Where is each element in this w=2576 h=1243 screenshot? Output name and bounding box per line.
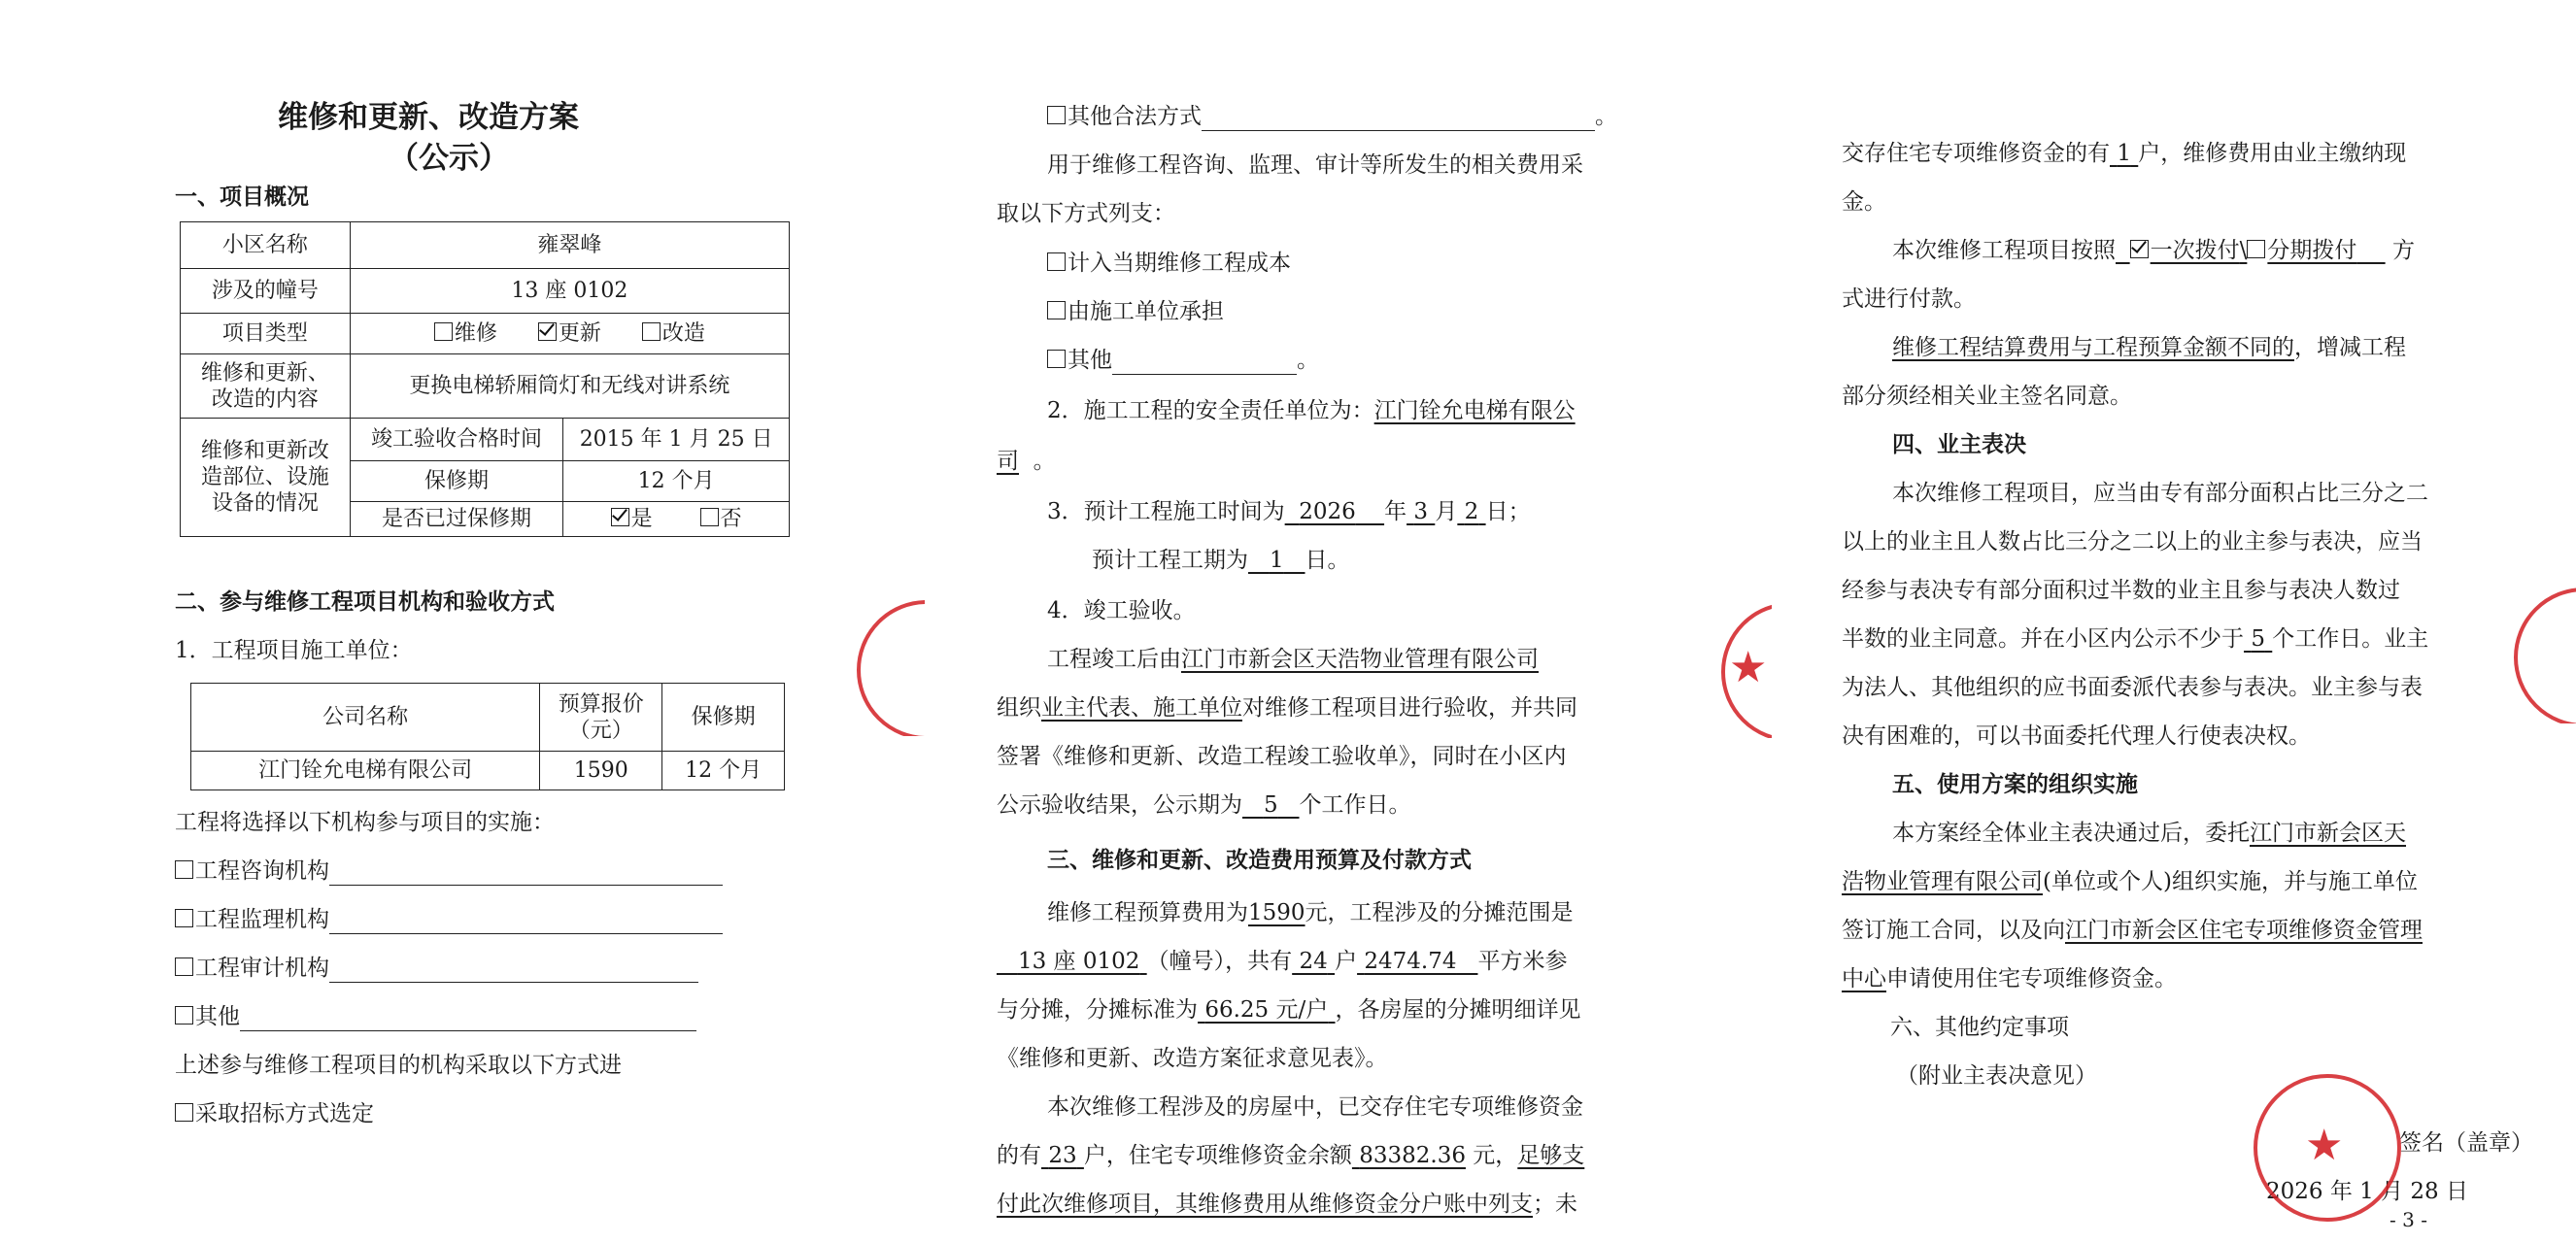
- checkbox-installment: [2247, 240, 2265, 258]
- p2-fee-option-3: 其他 。: [1047, 346, 1319, 375]
- p3-fund-text-2: 金。: [1842, 189, 1886, 215]
- cell-building-label: 涉及的幢号: [181, 269, 351, 314]
- section-1-heading: 一、项目概况: [175, 185, 309, 210]
- p3-vote-text-4: 半数的业主同意。并在小区内公示不少于 5 个工作日。业主: [1842, 626, 2429, 652]
- construction-unit-item: 1．工程项目施工单位：: [175, 638, 413, 663]
- p3-payment-text-2: 式进行付款。: [1842, 286, 1976, 312]
- page-number: - 3 -: [2390, 1208, 2427, 1231]
- p3-attachment-note: （附业主表决意见）: [1896, 1063, 2097, 1089]
- signature-label: 签名（盖章）: [2399, 1130, 2533, 1156]
- agencies-intro: 工程将选择以下机构参与项目的实施：: [175, 810, 555, 835]
- agency-supervision: 工程监理机构: [175, 905, 723, 934]
- p2-safety-unit: 2．施工工程的安全责任单位为：江门铨允电梯有限公: [1047, 398, 1576, 423]
- p2-fund-text-2: 的有 23 户，住宅专项维修资金余额 83382.36 元，足够支: [997, 1143, 1585, 1168]
- p2-acceptance-text-2: 组织业主代表、施工单位对维修工程项目进行验收，并共同: [997, 695, 1577, 721]
- p2-budget-text-3: 与分摊，分摊标准为 66.25 元/户 ，各房屋的分摊明细详见: [997, 997, 1581, 1023]
- cell-warranty: 12 个月: [662, 752, 785, 790]
- method-tender: 采取招标方式选定: [175, 1099, 374, 1128]
- cell-project-type-options: [350, 314, 789, 354]
- cell-warranty-expired-options: [563, 502, 790, 537]
- checkbox-audit: [175, 957, 193, 976]
- header-company-name: 公司名称: [191, 684, 540, 752]
- p3-vote-text-3: 经参与表决专有部分面积过半数的业主且参与表决人数过: [1842, 578, 2400, 603]
- p2-acceptance-text-4: 公示验收结果，公示期为 5 个工作日。: [997, 792, 1411, 818]
- p2-acceptance-item: 4．竣工验收。: [1047, 598, 1196, 623]
- agency-consulting: 工程咨询机构: [175, 857, 723, 886]
- project-overview-table: [180, 221, 790, 537]
- checkbox-cost-included: [1047, 252, 1066, 271]
- agency-other: 其他: [175, 1002, 696, 1031]
- p3-vote-text-2: 以上的业主且人数占比三分之二以上的业主参与表决，应当: [1842, 529, 2423, 554]
- checkbox-contractor-bears: [1047, 301, 1066, 319]
- p2-fee-option-1: 计入当期维修工程成本: [1047, 249, 1291, 278]
- p2-fee-text-2: 取以下方式列支：: [997, 201, 1175, 226]
- header-budget-quote: 预算报价 （元）: [540, 684, 662, 752]
- p2-construction-time: 3．预计工程施工时间为 2026 年 3 月 2 日；: [1047, 499, 1531, 524]
- cell-facility-label: 维修和更新改 造部位、设施 设备的情况: [181, 419, 351, 537]
- stamp-fragment-right: [857, 600, 925, 736]
- cell-community-value: 雍翠峰: [350, 222, 789, 269]
- header-warranty: 保修期: [662, 684, 785, 752]
- p3-settlement-text-2: 部分须经相关业主签名同意。: [1842, 384, 2132, 409]
- cell-warranty-label: 保修期: [350, 461, 563, 502]
- cell-acceptance-time-value: 2015 年 1 月 25 日: [563, 419, 790, 461]
- checkbox-fee-other: [1047, 350, 1066, 368]
- section-3-heading: 三、维修和更新、改造费用预算及付款方式: [1047, 848, 1472, 873]
- p2-budget-text-1: 维修工程预算费用为1590元，工程涉及的分摊范围是: [1047, 900, 1574, 925]
- p2-other-legal-method: 其他合法方式 。: [1047, 102, 1617, 131]
- p2-budget-text-2: 13 座 0102 （幢号），共有 24 户 2474.74 平方米参: [1017, 949, 1568, 974]
- p2-acceptance-text-3: 签署《维修和更新、改造工程竣工验收单》，同时在小区内: [997, 744, 1567, 769]
- p2-fee-text-1: 用于维修工程咨询、监理、审计等所发生的相关费用采: [1047, 152, 1583, 178]
- p2-fund-text-3: 付此次维修项目，其维修费用从维修资金分户账中列支；未: [997, 1192, 1577, 1217]
- p3-settlement-text-1: 维修工程结算费用与工程预算金额不同的，增减工程: [1892, 335, 2406, 360]
- option-yes-label: 是: [630, 507, 653, 531]
- document-subtitle: （公示）: [389, 141, 509, 176]
- checkbox-no: [700, 508, 719, 526]
- document-page-3: [1787, 0, 2576, 1243]
- p3-impl-text-3: 签订施工合同，以及向江门市新会区住宅专项维修资金管理: [1842, 918, 2423, 943]
- p3-vote-text-5: 为法人、其他组织的应书面委派代表参与表决。业主参与表: [1842, 675, 2423, 700]
- document-page-2: [932, 0, 1768, 1243]
- official-seal: [2254, 1074, 2401, 1222]
- document-page-1: [0, 0, 874, 1243]
- cell-warranty-value: 12 个月: [563, 461, 790, 502]
- option-no-label: 否: [720, 507, 742, 531]
- cell-budget-quote: 1590: [540, 752, 662, 790]
- p2-budget-text-4: 《维修和更新、改造方案征求意见表》。: [997, 1046, 1388, 1071]
- section-6-heading: 六、其他约定事项: [1890, 1015, 2069, 1040]
- cell-acceptance-time-label: 竣工验收合格时间: [350, 419, 563, 461]
- cell-project-type-label: 项目类型: [181, 314, 351, 354]
- p3-vote-text-6: 决有困难的，可以书面委托代理人行使表决权。: [1842, 723, 2311, 749]
- contractor-table: [190, 683, 785, 790]
- p2-acceptance-text-1: 工程竣工后由江门市新会区天浩物业管理有限公司: [1047, 647, 1539, 672]
- cell-community-label: 小区名称: [181, 222, 351, 269]
- cell-warranty-expired-label: 是否已过保修期: [350, 502, 563, 537]
- section-5-heading: 五、使用方案的组织实施: [1892, 772, 2138, 797]
- cell-content-value: 更换电梯轿厢筒灯和无线对讲系统: [350, 354, 789, 419]
- p3-impl-text-4: 中心申请使用住宅专项维修资金。: [1842, 966, 2177, 991]
- option-renovate-label: 改造: [661, 321, 705, 346]
- section-2-heading: 二、参与维修工程项目机构和验收方式: [175, 589, 555, 615]
- p3-impl-text-2: 浩物业管理有限公司(单位或个人)组织实施，并与施工单位: [1842, 869, 2418, 894]
- p3-vote-text-1: 本次维修工程项目，应当由专有部分面积占比三分之二: [1892, 481, 2428, 506]
- checkbox-renovate: [642, 322, 661, 341]
- checkbox-supervision: [175, 909, 193, 927]
- p3-impl-text-1: 本方案经全体业主表决通过后，委托江门市新会区天: [1892, 821, 2406, 846]
- document-title: 维修和更新、改造方案: [278, 100, 579, 135]
- checkbox-update-checked: [538, 322, 557, 341]
- signature-date: 2026 年 1 月 28 日: [2266, 1179, 2468, 1204]
- checkbox-yes-checked: [611, 508, 629, 526]
- p2-safety-unit-cont: 司 。: [997, 449, 1056, 474]
- checkbox-other-legal: [1047, 106, 1066, 124]
- stamp-fragment-page2: [1721, 602, 1772, 738]
- p2-fee-option-2: 由施工单位承担: [1047, 297, 1224, 326]
- checkbox-tender: [175, 1103, 193, 1122]
- option-repair-label: 维修: [454, 321, 497, 346]
- agency-audit: 工程审计机构: [175, 954, 698, 983]
- stamp-star-icon: ★: [1729, 643, 1768, 692]
- checkbox-consulting: [175, 860, 193, 879]
- method-intro: 上述参与维修工程项目的机构采取以下方式进: [175, 1053, 622, 1078]
- section-4-heading: 四、业主表决: [1892, 432, 2026, 457]
- cell-building-value: 13 座 0102: [350, 269, 789, 314]
- checkbox-repair: [434, 322, 453, 341]
- checkbox-one-time-checked: [2130, 240, 2149, 258]
- seal-star-icon: ★: [2305, 1121, 2344, 1170]
- option-update-label: 更新: [558, 321, 601, 346]
- checkbox-other: [175, 1006, 193, 1025]
- cell-company-name: 江门铨允电梯有限公司: [191, 752, 540, 790]
- p3-payment-text-1: 本次维修工程项目按照 一次拨付\ 分期拨付 方: [1892, 238, 2415, 263]
- p2-fund-text-1: 本次维修工程涉及的房屋中，已交存住宅专项维修资金: [1047, 1094, 1583, 1120]
- cell-content-label: 维修和更新、 改造的内容: [181, 354, 351, 419]
- p2-construction-period: 预计工程工期为 1 日。: [1092, 548, 1350, 573]
- stamp-fragment-page3: [2514, 588, 2576, 723]
- p3-fund-text-1: 交存住宅专项维修资金的有 1 户，维修费用由业主缴纳现: [1842, 141, 2407, 166]
